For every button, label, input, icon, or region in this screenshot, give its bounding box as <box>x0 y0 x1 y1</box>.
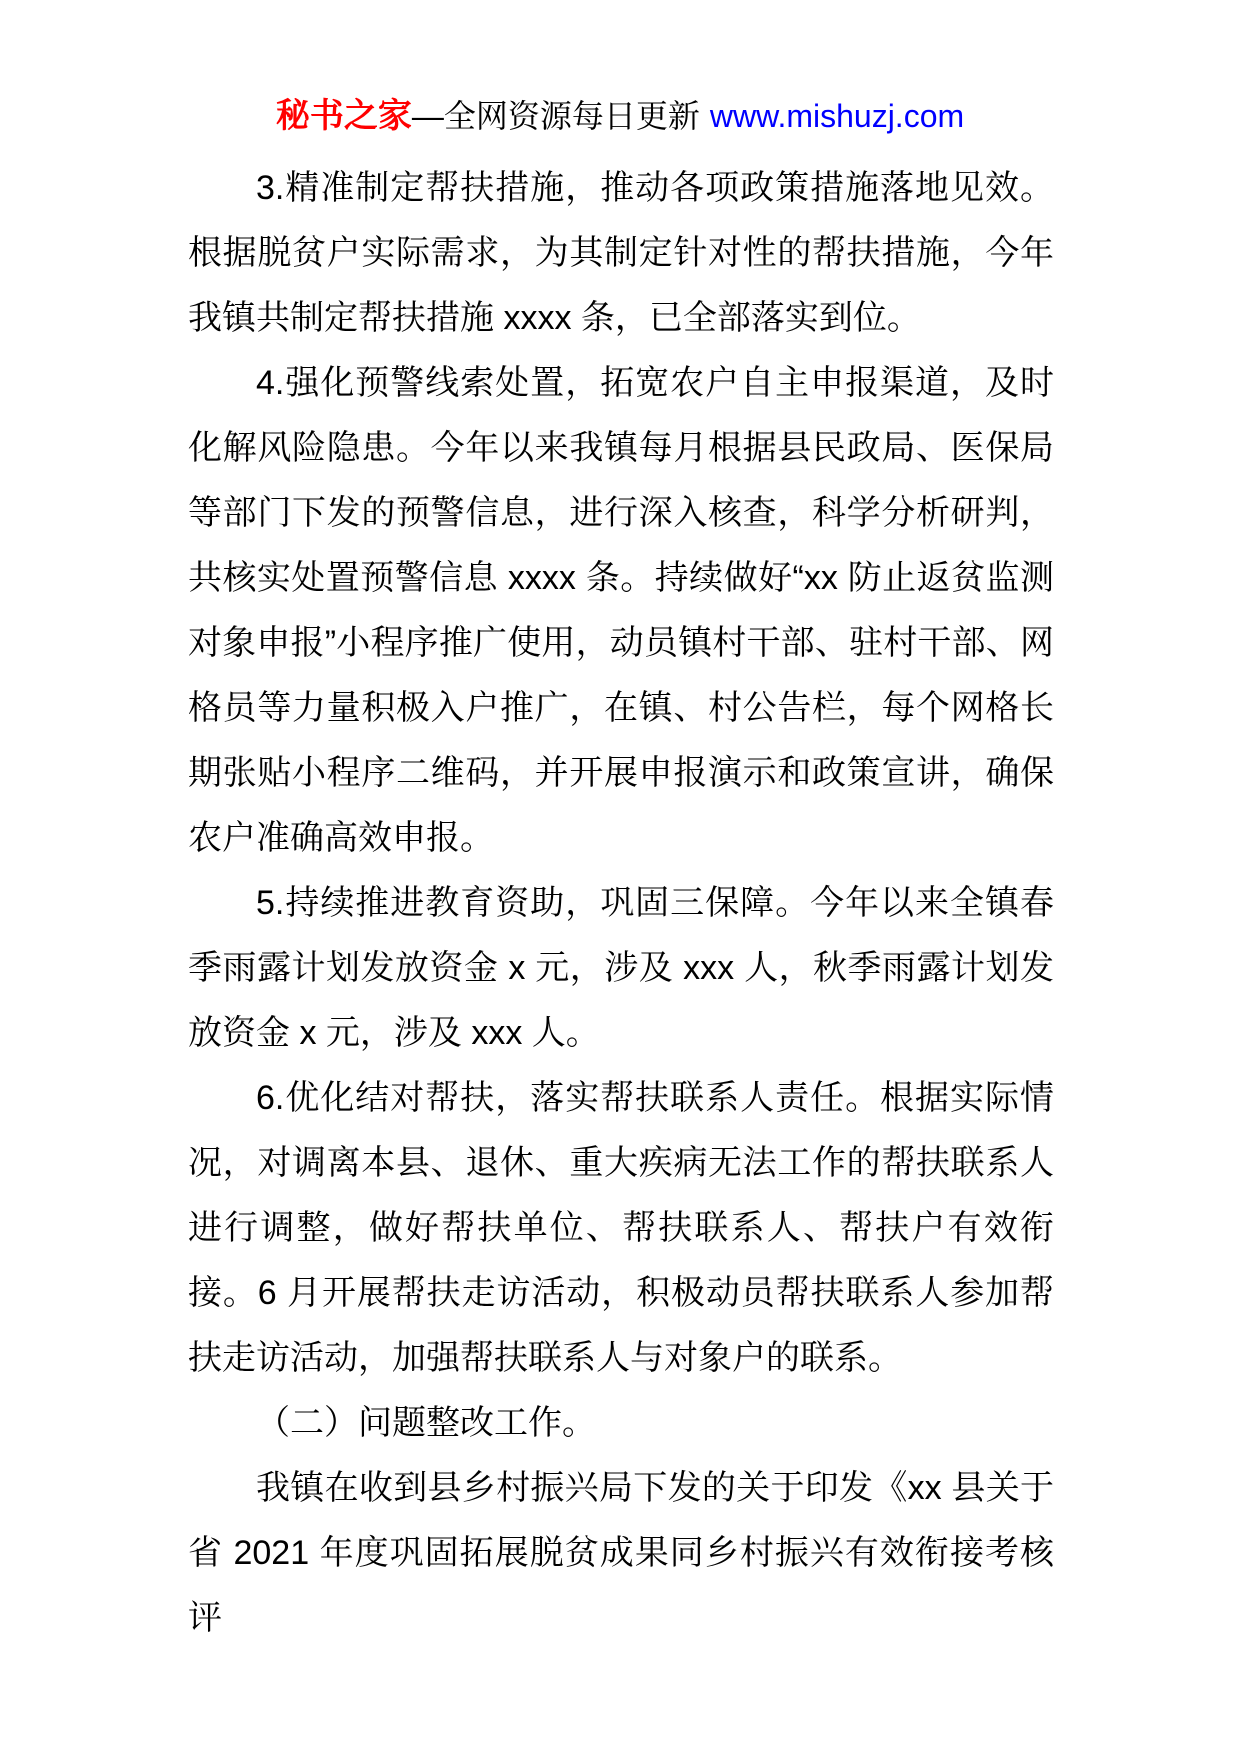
site-tagline: —全网资源每日更新 <box>411 98 700 134</box>
paragraph-measure-5: 5.持续推进教育资助，巩固三保障。今年以来全镇春季雨露计划发放资金 x 元，涉及 xxx 人，秋季雨露计划发放资金 x 元，涉及 xxx 人。 <box>188 884 1054 1052</box>
document-body <box>188 156 1054 1651</box>
site-url-link[interactable]: www.mishuzj.com <box>709 98 965 134</box>
paragraph-measure-6: 6.优化结对帮扶，落实帮扶联系人责任。根据实际情况，对调离本县、退休、重大疾病无法工作的帮扶联系人进行调整，做好帮扶单位、帮扶联系人、帮扶户有效衔接。6 月开展帮扶走访活动，积极动员帮扶联系人参加帮扶走访活动，加强帮扶联系人与对象户的联系。 <box>188 1079 1054 1377</box>
site-brand: 秘书之家 <box>275 97 412 135</box>
site-header-banner <box>0 92 1240 140</box>
paragraph-measure-3: 3.精准制定帮扶措施，推动各项政策措施落地见效。根据脱贫户实际需求，为其制定针对性的帮扶措施，今年我镇共制定帮扶措施 xxxx 条，已全部落实到位。 <box>188 169 1054 337</box>
paragraph-measure-4: 4.强化预警线索处置，拓宽农户自主申报渠道，及时化解风险隐患。今年以来我镇每月根据县民政局、医保局等部门下发的预警信息，进行深入核查，科学分析研判，共核实处置预警信息 xxxx 条。持续做好“xx 防止返贫监测对象申报”小程序推广使用，动员镇村干部、驻村干部、网格员等力量积极入户推广，在镇、村公告栏，每个网格长期张贴小程序二维码，并开展申报演示和政策宣讲，确保农户准确高效申报。 <box>188 364 1054 857</box>
section-heading-problem-rectification: （二）问题整改工作。 <box>256 1404 596 1442</box>
paragraph-rectification-intro: 我镇在收到县乡村振兴局下发的关于印发《xx 县关于省 2021 年度巩固拓展脱贫成果同乡村振兴有效衔接考核评 <box>188 1469 1054 1637</box>
